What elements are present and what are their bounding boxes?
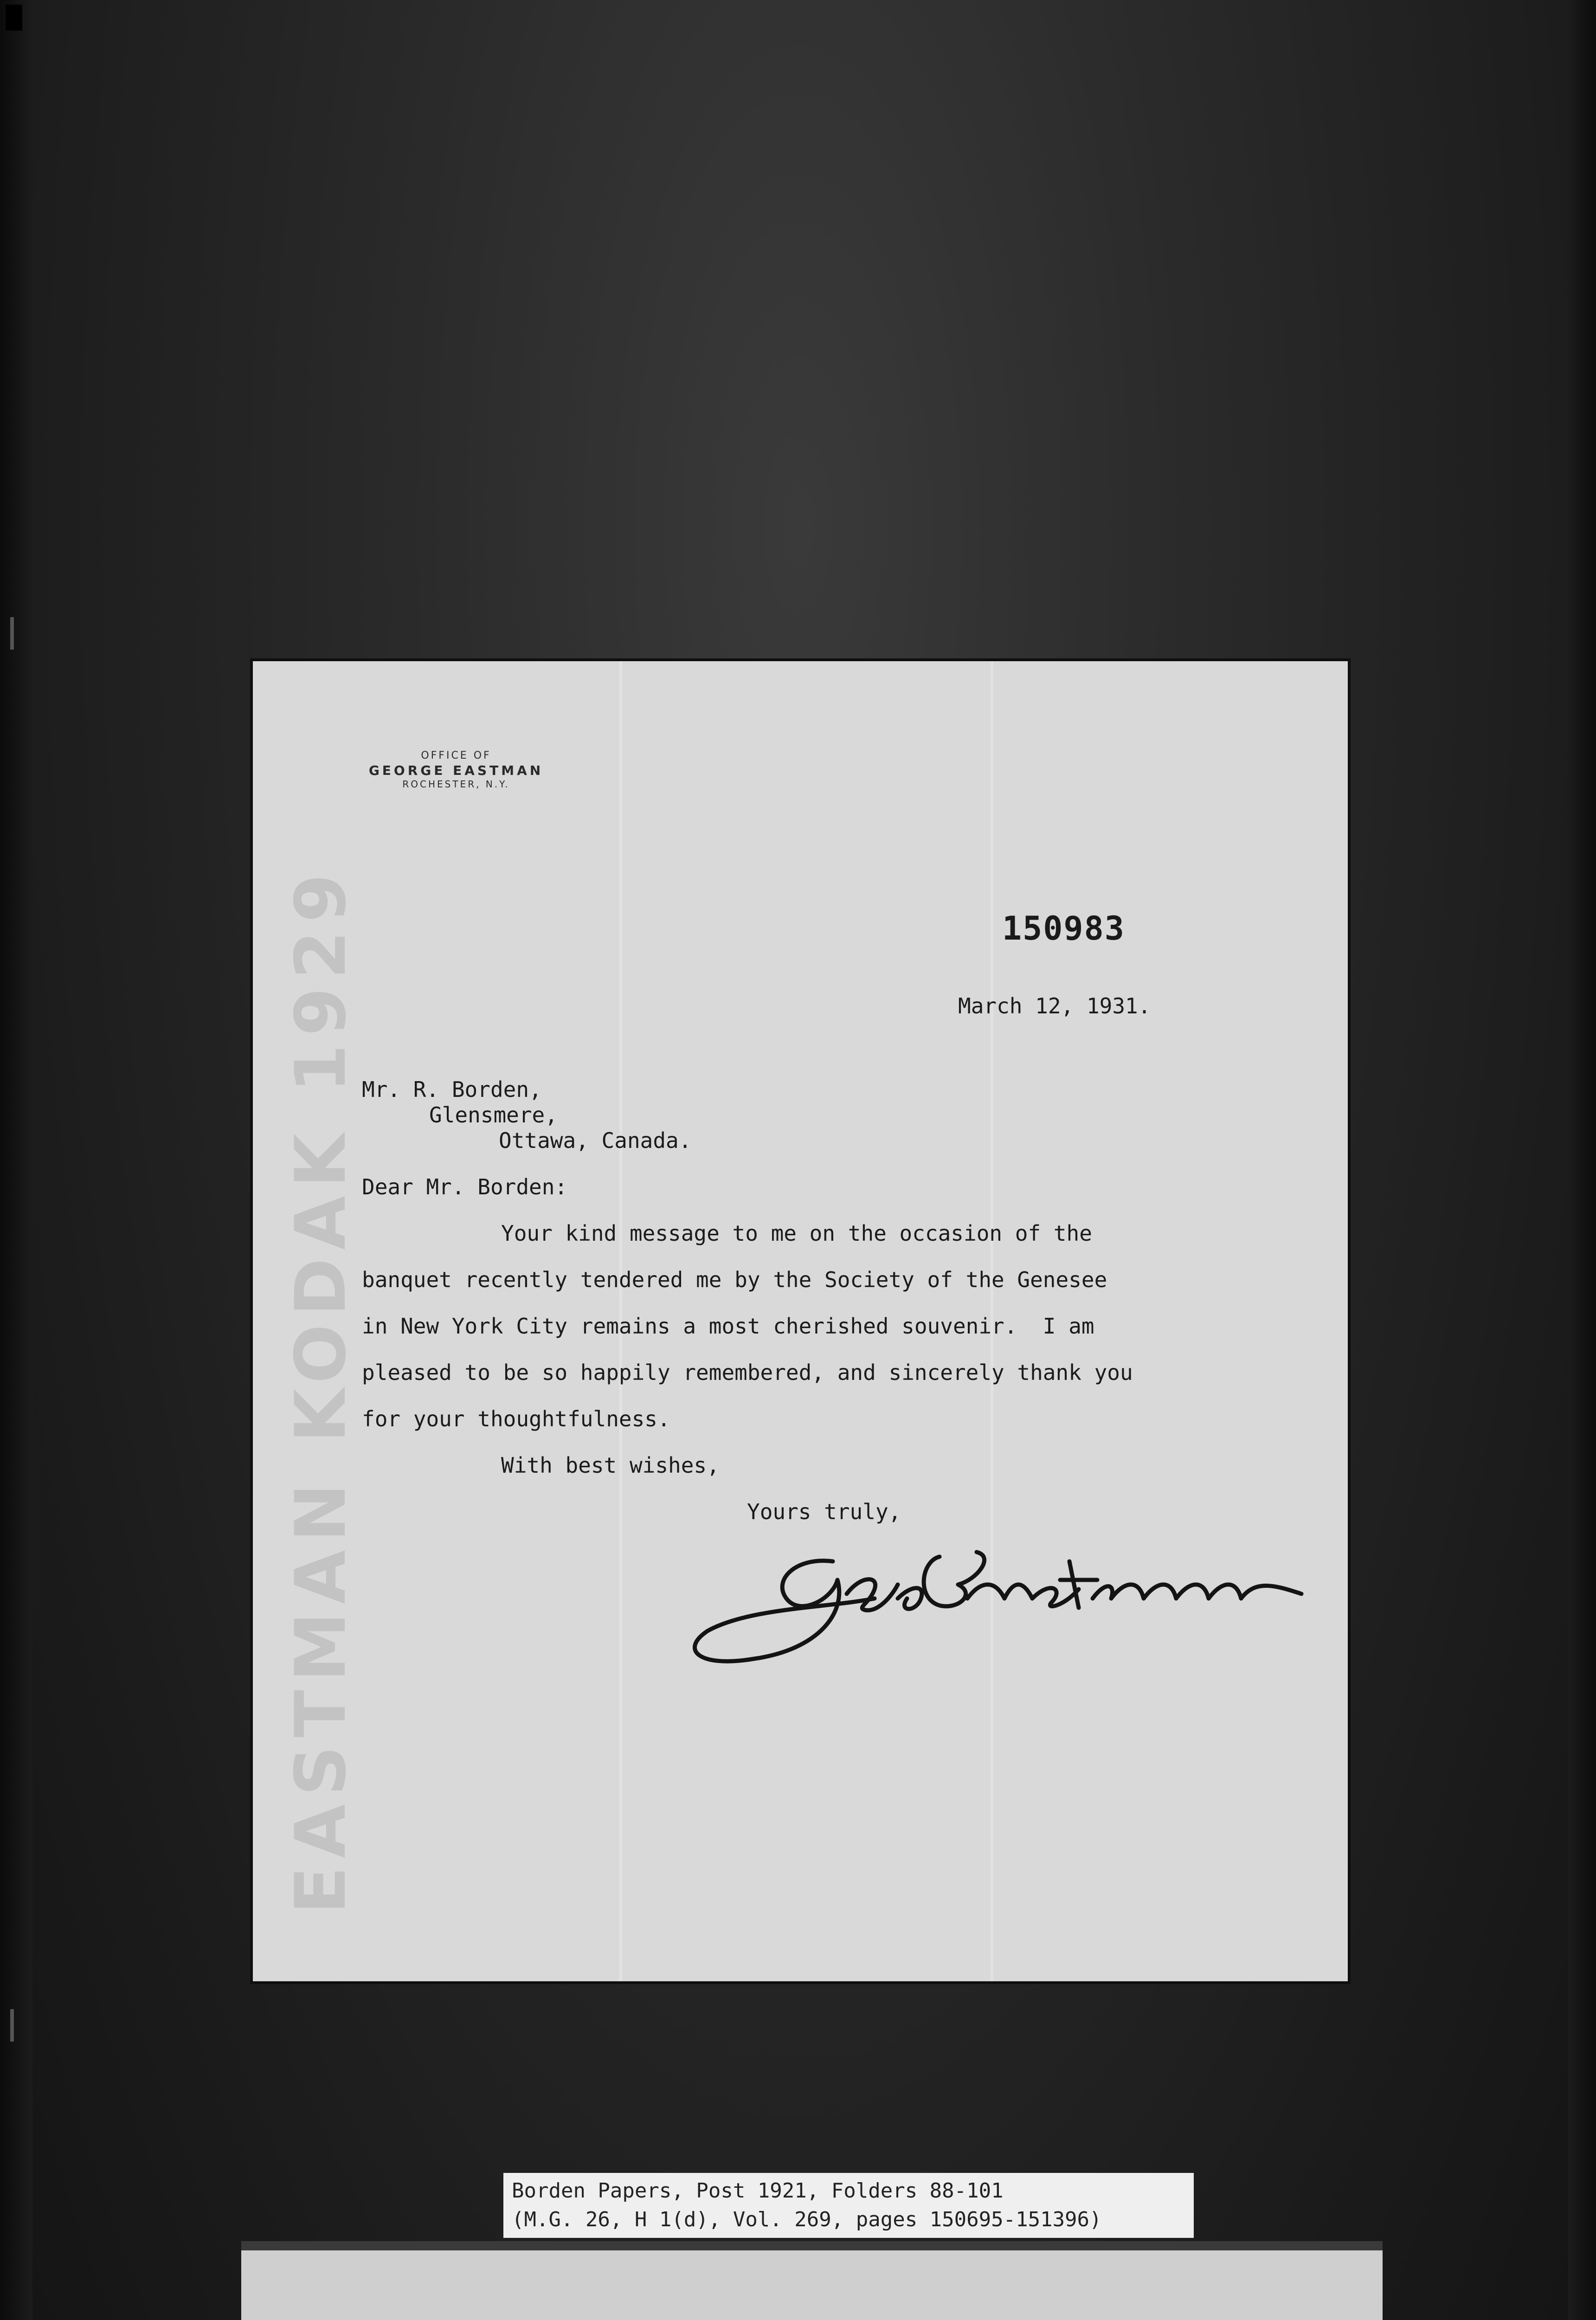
film-edge-right — [1568, 0, 1596, 2320]
letter-date: March 12, 1931. — [958, 993, 1151, 1018]
letterhead-name: GEORGE EASTMAN — [368, 762, 544, 778]
caption-line-2: (M.G. 26, H 1(d), Vol. 269, pages 150695-151396) — [512, 2208, 1102, 2231]
signature — [680, 1529, 1320, 1682]
letter-page — [253, 661, 1348, 1981]
letterhead-office: OFFICE OF — [421, 750, 491, 761]
watermark: EASTMAN KODAK 1929 — [281, 865, 361, 1914]
film-tick-mark — [10, 617, 14, 650]
film-edge-left — [0, 0, 32, 2320]
body-line: Your kind message to me on the occasion of the — [501, 1221, 1092, 1246]
closing-line: Yours truly, — [747, 1499, 901, 1524]
address-line: Mr. R. Borden, — [362, 1077, 542, 1102]
film-corner-mark — [6, 5, 22, 31]
wishes-line: With best wishes, — [501, 1453, 720, 1478]
salutation: Dear Mr. Borden: — [362, 1174, 568, 1199]
letterhead-city: ROCHESTER, N.Y. — [402, 778, 510, 790]
body-line: banquet recently tendered me by the Society of the Genesee — [362, 1267, 1107, 1292]
address-line: Glensmere, — [429, 1102, 558, 1128]
archives-card-top — [241, 2250, 1383, 2320]
letterhead — [363, 749, 549, 790]
body-line: pleased to be so happily remembered, and sincerely thank you — [362, 1360, 1133, 1385]
address-line: Ottawa, Canada. — [499, 1128, 692, 1153]
body-line: in New York City remains a most cherished souvenir. I am — [362, 1314, 1094, 1339]
film-tick-mark — [10, 2009, 14, 2042]
document-number: 150983 — [1002, 909, 1125, 947]
body-line: for your thoughtfulness. — [362, 1406, 670, 1431]
caption-line-1: Borden Papers, Post 1921, Folders 88-101 — [512, 2179, 1004, 2203]
reel-caption — [503, 2173, 1194, 2238]
